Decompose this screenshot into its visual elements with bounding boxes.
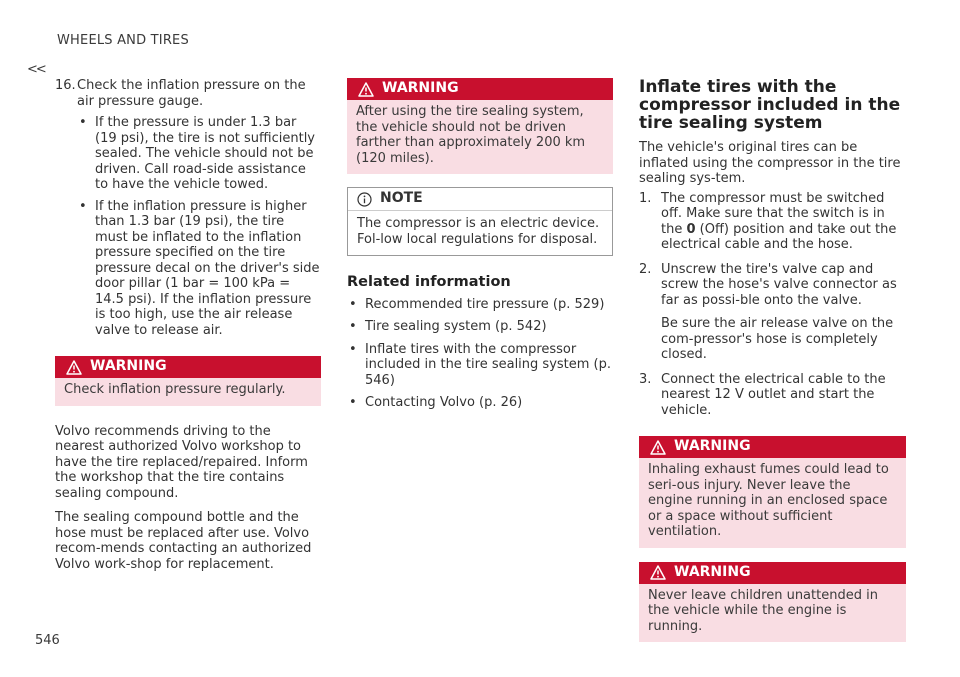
note-box: [347, 187, 613, 256]
warning-box: [639, 436, 906, 548]
column-left: [55, 78, 321, 581]
warning-title: WARNING: [382, 80, 459, 97]
step-number: 2.: [639, 261, 652, 277]
warning-header: [347, 78, 613, 100]
note-header: [348, 188, 612, 211]
step-16: [55, 78, 321, 338]
step-text: Connect the electrical cable to the nearest 12 V outlet and start the vehicle.: [661, 371, 886, 418]
warning-header: [639, 562, 906, 584]
step-text: The compressor must be switched off. Make sure that the switch is in the 0 (Off) position and take out the electrical cable and the hose.: [661, 190, 897, 252]
warning-box: [55, 356, 321, 406]
step-number: 3.: [639, 371, 652, 387]
warning-box: [347, 78, 613, 174]
paragraph: The sealing compound bottle and the hose must be replaced after use. Volvo recom-mends contacting an authorized Volvo work-shop for replacement.: [55, 510, 312, 572]
step-text: Check the inflation pressure on the air pressure gauge.: [77, 78, 306, 109]
related-information-heading: Related information: [347, 274, 511, 290]
warning-triangle-icon: [650, 565, 666, 580]
paragraph: Volvo recommends driving to the nearest authorized Volvo workshop to have the tire replaced/repaired. Inform the workshop that the tire contains sealing compound.: [55, 423, 308, 501]
note-text: The compressor is an electric device. Fol-low local regulations for disposal.: [357, 216, 600, 247]
step-2: [639, 262, 906, 363]
bullet-icon: •: [79, 198, 87, 214]
warning-header: [55, 356, 321, 378]
warning-title: WARNING: [90, 358, 167, 375]
section-title: Inflate tires with the compressor included in the tire sealing system: [639, 77, 901, 133]
warning-title: WARNING: [674, 438, 751, 455]
step-subtext: Be sure the air release valve on the com-pressor's hose is completely closed.: [661, 316, 894, 362]
column-middle: [347, 78, 613, 411]
info-circle-icon: [357, 192, 372, 207]
related-link[interactable]: • Recommended tire pressure (p. 529): [349, 296, 605, 312]
related-link[interactable]: • Inflate tires with the compressor included in the tire sealing system (p. 546): [349, 341, 612, 388]
bullet-icon: •: [349, 319, 357, 334]
step-3: [639, 372, 906, 419]
bullet-icon: •: [79, 115, 87, 130]
warning-triangle-icon: [66, 360, 82, 375]
list-item: • If the inflation pressure is higher than 1.3 bar (19 psi), the tire must be inflated to the inflation pressure specified on the tire pressure decal on the driver's side door pillar (1 bar = 100 kPa = 14.5 psi). If the inflation pressure is too high, use the air release valve to release air.: [79, 198, 320, 338]
warning-triangle-icon: [650, 440, 666, 455]
warning-text: Inhaling exhaust fumes could lead to seri-ous injury. Never leave the engine running in an enclosed space or a space without sufficient ventilation.: [648, 462, 889, 539]
warning-text: After using the tire sealing system, the vehicle should not be driven farther than approximately 200 km (120 miles).: [356, 104, 586, 166]
lead-paragraph: The vehicle's original tires can be inflated using the compressor in the tire sealing sys-tem.: [639, 140, 901, 186]
warning-text: Never leave children unattended in the vehicle while the engine is running.: [648, 587, 878, 634]
bullet-icon: •: [349, 395, 357, 410]
step-text: Unscrew the tire's valve cap and screw the hose's valve connector as far as possi-ble onto the valve.: [661, 261, 897, 308]
step-number: 1.: [639, 190, 652, 206]
note-title: NOTE: [380, 190, 423, 207]
warning-text: Check inflation pressure regularly.: [64, 382, 286, 397]
back-navigation-icon[interactable]: <<: [27, 62, 45, 77]
related-link[interactable]: • Contacting Volvo (p. 26): [349, 395, 523, 410]
bullet-icon: •: [349, 341, 357, 357]
bullet-icon: •: [349, 296, 357, 312]
page-number: 546: [35, 633, 60, 648]
related-link[interactable]: • Tire sealing system (p. 542): [349, 319, 547, 334]
warning-header: [639, 436, 906, 458]
column-right: [639, 78, 906, 642]
warning-box: [639, 562, 906, 643]
list-item: • If the pressure is under 1.3 bar (19 psi), the tire is not sufficiently sealed. The vehicle should not be driven. Call road-side assistance to have the vehicle towed.: [79, 115, 316, 192]
warning-triangle-icon: [358, 82, 374, 97]
warning-title: WARNING: [674, 563, 751, 580]
step-number: 16.: [55, 78, 76, 93]
section-header: WHEELS AND TIRES: [57, 33, 189, 48]
switch-off-label: 0: [686, 221, 696, 237]
step-1: [639, 191, 906, 253]
